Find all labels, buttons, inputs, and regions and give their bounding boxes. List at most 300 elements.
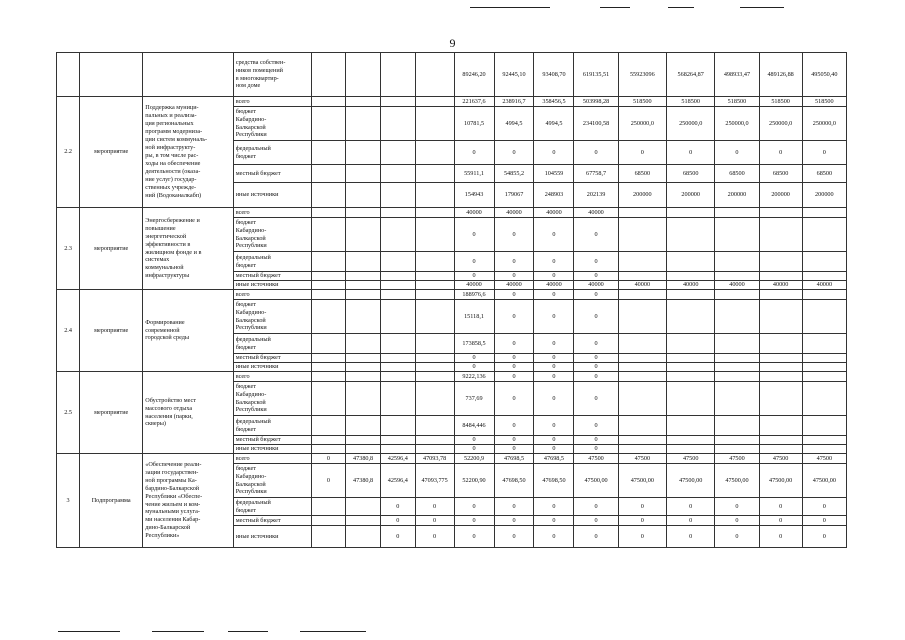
value-cell	[715, 272, 759, 281]
value-cell	[415, 290, 454, 300]
value-cell: 0	[494, 498, 534, 516]
value-cell: 0	[574, 382, 618, 416]
value-cell	[715, 416, 759, 436]
value-cell: 0	[380, 526, 415, 548]
value-cell	[311, 208, 346, 218]
section-code: 2.2	[57, 97, 80, 208]
value-cell: 40000	[534, 281, 574, 290]
value-cell	[759, 354, 802, 363]
section-code: 2.4	[57, 290, 80, 372]
funding-source: всего	[233, 454, 311, 464]
value-cell: 0	[454, 354, 494, 363]
value-cell	[802, 272, 846, 281]
value-cell	[667, 208, 715, 218]
value-cell: 200000	[618, 183, 666, 208]
value-cell	[311, 416, 346, 436]
value-cell	[346, 516, 381, 526]
value-cell: 47500,00	[574, 464, 618, 498]
value-cell: 0	[534, 218, 574, 252]
value-cell: 0	[574, 416, 618, 436]
value-cell	[802, 363, 846, 372]
value-cell: 0	[454, 363, 494, 372]
value-cell: 0	[534, 498, 574, 516]
funding-source: федеральный бюджет	[233, 416, 311, 436]
value-cell: 0	[534, 382, 574, 416]
value-cell	[346, 363, 381, 372]
value-cell	[311, 218, 346, 252]
funding-source: бюджет Кабардино- Балкарской Республики	[233, 382, 311, 416]
value-cell: 0	[618, 516, 666, 526]
value-cell	[380, 445, 415, 454]
funding-source: иные источники	[233, 183, 311, 208]
value-cell	[346, 107, 381, 141]
value-cell: 40000	[494, 281, 534, 290]
value-cell	[311, 363, 346, 372]
funding-source: иные источники	[233, 526, 311, 548]
value-cell: 0	[380, 498, 415, 516]
value-cell	[311, 141, 346, 165]
value-cell: 0	[715, 526, 759, 548]
value-cell	[618, 272, 666, 281]
funding-source: федеральный бюджет	[233, 252, 311, 272]
value-cell	[759, 416, 802, 436]
value-cell: 10781,5	[454, 107, 494, 141]
value-cell	[380, 354, 415, 363]
value-cell: 40000	[494, 208, 534, 218]
section-name	[143, 53, 233, 97]
value-cell: 0	[534, 354, 574, 363]
funding-source: бюджет Кабардино- Балкарской Республики	[233, 464, 311, 498]
value-cell: 0	[802, 141, 846, 165]
value-cell: 0	[494, 382, 534, 416]
value-cell	[415, 363, 454, 372]
value-cell	[667, 354, 715, 363]
value-cell: 0	[494, 141, 534, 165]
value-cell: 173858,5	[454, 334, 494, 354]
value-cell: 0	[534, 516, 574, 526]
value-cell	[759, 290, 802, 300]
value-cell: 0	[574, 290, 618, 300]
value-cell	[715, 290, 759, 300]
value-cell: 54855,2	[494, 165, 534, 183]
value-cell: 0	[802, 516, 846, 526]
value-cell: 67758,7	[574, 165, 618, 183]
value-cell	[802, 334, 846, 354]
value-cell	[380, 272, 415, 281]
value-cell: 47500	[715, 454, 759, 464]
value-cell	[618, 208, 666, 218]
value-cell	[415, 416, 454, 436]
value-cell	[759, 382, 802, 416]
value-cell	[415, 107, 454, 141]
funding-source: всего	[233, 290, 311, 300]
value-cell: 42596,4	[380, 454, 415, 464]
section-name: Поддержка муници- пальных и реализа- ция региональных программ модерниза- ции систем коммуналь- ной инфраструкту- ры, в том числе рас- ходы на обеспечение деятельности (оказа- ние услуг) государ- ственных учрежде- ний (Водоканалкабп)	[143, 97, 233, 208]
value-cell	[759, 208, 802, 218]
value-cell	[618, 218, 666, 252]
section-type: мероприятие	[80, 372, 143, 454]
value-cell: 0	[534, 300, 574, 334]
section-type: мероприятие	[80, 97, 143, 208]
value-cell: 0	[454, 141, 494, 165]
value-cell	[715, 252, 759, 272]
value-cell: 202139	[574, 183, 618, 208]
value-cell: 0	[667, 498, 715, 516]
value-cell	[415, 208, 454, 218]
value-cell: 238916,7	[494, 97, 534, 107]
value-cell	[715, 436, 759, 445]
value-cell	[311, 290, 346, 300]
section-code: 2.5	[57, 372, 80, 454]
value-cell	[346, 445, 381, 454]
value-cell	[311, 334, 346, 354]
value-cell: 0	[494, 363, 534, 372]
value-cell	[415, 281, 454, 290]
value-cell: 250000,0	[802, 107, 846, 141]
value-cell: 0	[534, 272, 574, 281]
value-cell: 40000	[574, 281, 618, 290]
value-cell: 40000	[667, 281, 715, 290]
value-cell: 47698,5	[494, 454, 534, 464]
value-cell	[618, 300, 666, 334]
value-cell: 0	[574, 436, 618, 445]
value-cell	[715, 372, 759, 382]
value-cell: 0	[534, 526, 574, 548]
value-cell: 47698,50	[494, 464, 534, 498]
table-row	[57, 208, 847, 218]
top-rule	[600, 7, 630, 8]
section-type: Подпрограмма	[80, 454, 143, 548]
value-cell	[380, 208, 415, 218]
value-cell	[380, 334, 415, 354]
value-cell: 0	[618, 526, 666, 548]
value-cell	[311, 526, 346, 548]
value-cell	[346, 526, 381, 548]
value-cell: 0	[715, 516, 759, 526]
value-cell: 0	[415, 498, 454, 516]
value-cell	[759, 445, 802, 454]
value-cell	[346, 97, 381, 107]
value-cell	[802, 208, 846, 218]
value-cell: 0	[454, 436, 494, 445]
value-cell: 47500,00	[802, 464, 846, 498]
value-cell: 234100,58	[574, 107, 618, 141]
value-cell: 0	[454, 272, 494, 281]
section-name: Энергосбережение и повышение энергетической эффективности в жилищном фонде и в системах коммунальной инфраструктуры	[143, 208, 233, 290]
value-cell	[618, 354, 666, 363]
value-cell: 0	[667, 141, 715, 165]
value-cell	[311, 436, 346, 445]
value-cell: 489126,88	[759, 53, 802, 97]
value-cell	[380, 165, 415, 183]
value-cell	[802, 252, 846, 272]
value-cell: 221637,6	[454, 97, 494, 107]
value-cell: 0	[618, 141, 666, 165]
value-cell	[715, 334, 759, 354]
value-cell: 0	[715, 141, 759, 165]
value-cell	[346, 281, 381, 290]
value-cell	[346, 183, 381, 208]
value-cell	[311, 300, 346, 334]
value-cell: 518500	[667, 97, 715, 107]
value-cell	[346, 354, 381, 363]
value-cell: 40000	[454, 281, 494, 290]
value-cell: 0	[715, 498, 759, 516]
value-cell	[415, 53, 454, 97]
funding-source: местный бюджет	[233, 272, 311, 281]
table-row	[57, 290, 847, 300]
value-cell: 0	[415, 516, 454, 526]
value-cell	[311, 165, 346, 183]
table-row	[57, 97, 847, 107]
value-cell	[415, 272, 454, 281]
value-cell	[311, 354, 346, 363]
value-cell: 0	[534, 363, 574, 372]
value-cell	[618, 252, 666, 272]
value-cell	[715, 218, 759, 252]
page-number: 9	[449, 36, 456, 50]
value-cell	[415, 165, 454, 183]
value-cell	[759, 334, 802, 354]
value-cell	[380, 436, 415, 445]
value-cell	[346, 300, 381, 334]
funding-source: иные источники	[233, 445, 311, 454]
value-cell: 0	[494, 354, 534, 363]
value-cell	[415, 252, 454, 272]
value-cell: 47093,78	[415, 454, 454, 464]
value-cell: 47500	[618, 454, 666, 464]
value-cell: 200000	[715, 183, 759, 208]
value-cell	[346, 218, 381, 252]
value-cell: 0	[534, 334, 574, 354]
value-cell: 0	[454, 526, 494, 548]
value-cell	[802, 354, 846, 363]
value-cell	[346, 436, 381, 445]
value-cell: 68500	[802, 165, 846, 183]
value-cell: 9222,136	[454, 372, 494, 382]
value-cell: 0	[311, 454, 346, 464]
value-cell	[667, 363, 715, 372]
value-cell: 0	[759, 516, 802, 526]
value-cell: 68500	[667, 165, 715, 183]
value-cell: 40000	[759, 281, 802, 290]
value-cell	[667, 300, 715, 334]
value-cell	[311, 183, 346, 208]
value-cell	[311, 382, 346, 416]
value-cell: 0	[574, 272, 618, 281]
funding-source: местный бюджет	[233, 436, 311, 445]
value-cell: 0	[574, 445, 618, 454]
value-cell: 52200,90	[454, 464, 494, 498]
top-rule	[470, 7, 550, 8]
section-type	[80, 53, 143, 97]
value-cell	[346, 334, 381, 354]
funding-source: иные источники	[233, 363, 311, 372]
section-name: Формирование современной городской среды	[143, 290, 233, 372]
value-cell	[380, 183, 415, 208]
value-cell: 47500,00	[667, 464, 715, 498]
value-cell	[415, 372, 454, 382]
value-cell: 248903	[534, 183, 574, 208]
value-cell	[311, 372, 346, 382]
value-cell: 0	[454, 498, 494, 516]
value-cell: 0	[494, 290, 534, 300]
section-code: 3	[57, 454, 80, 548]
value-cell: 0	[494, 272, 534, 281]
section-name: Обустройство мест массового отдыха населения (парки, скверы)	[143, 372, 233, 454]
value-cell	[415, 382, 454, 416]
value-cell: 40000	[454, 208, 494, 218]
value-cell	[346, 416, 381, 436]
funding-source: местный бюджет	[233, 165, 311, 183]
value-cell: 619135,51	[574, 53, 618, 97]
value-cell: 0	[494, 300, 534, 334]
value-cell	[380, 300, 415, 334]
value-cell	[802, 300, 846, 334]
section-code	[57, 53, 80, 97]
value-cell	[415, 141, 454, 165]
value-cell: 40000	[618, 281, 666, 290]
value-cell	[415, 218, 454, 252]
value-cell	[380, 290, 415, 300]
value-cell	[759, 372, 802, 382]
value-cell	[667, 218, 715, 252]
value-cell	[715, 208, 759, 218]
value-cell: 40000	[802, 281, 846, 290]
value-cell: 200000	[667, 183, 715, 208]
value-cell	[802, 218, 846, 252]
value-cell: 93408,70	[534, 53, 574, 97]
value-cell	[667, 416, 715, 436]
value-cell	[380, 252, 415, 272]
value-cell: 47380,8	[346, 464, 381, 498]
value-cell	[311, 516, 346, 526]
funding-source: федеральный бюджет	[233, 334, 311, 354]
value-cell	[618, 363, 666, 372]
value-cell: 0	[534, 290, 574, 300]
value-cell	[715, 300, 759, 334]
value-cell	[759, 363, 802, 372]
value-cell: 0	[534, 372, 574, 382]
funding-source: федеральный бюджет	[233, 498, 311, 516]
value-cell	[346, 141, 381, 165]
value-cell: 358456,5	[534, 97, 574, 107]
value-cell: 92445,10	[494, 53, 534, 97]
value-cell: 42596,4	[380, 464, 415, 498]
value-cell: 0	[574, 363, 618, 372]
value-cell: 40000	[534, 208, 574, 218]
value-cell: 4994,5	[534, 107, 574, 141]
value-cell: 0	[494, 252, 534, 272]
value-cell: 188976,6	[454, 290, 494, 300]
value-cell: 154943	[454, 183, 494, 208]
table-row	[57, 454, 847, 464]
value-cell	[415, 436, 454, 445]
value-cell: 0	[534, 416, 574, 436]
value-cell: 518500	[759, 97, 802, 107]
value-cell	[346, 290, 381, 300]
value-cell	[380, 363, 415, 372]
value-cell: 0	[574, 334, 618, 354]
value-cell	[802, 416, 846, 436]
value-cell	[346, 498, 381, 516]
value-cell	[802, 436, 846, 445]
value-cell: 40000	[715, 281, 759, 290]
value-cell: 0	[454, 252, 494, 272]
funding-source: средства собствен- ников помещений в многоквартир- ном доме	[233, 53, 311, 97]
value-cell: 0	[759, 526, 802, 548]
value-cell: 55923096	[618, 53, 666, 97]
value-cell: 4994,5	[494, 107, 534, 141]
bottom-rule	[58, 631, 120, 632]
value-cell	[311, 272, 346, 281]
value-cell: 0	[574, 372, 618, 382]
value-cell	[311, 281, 346, 290]
value-cell	[415, 97, 454, 107]
value-cell: 0	[494, 218, 534, 252]
value-cell: 47698,50	[534, 464, 574, 498]
value-cell: 0	[494, 372, 534, 382]
value-cell	[667, 252, 715, 272]
value-cell: 47698,5	[534, 454, 574, 464]
value-cell: 0	[618, 498, 666, 516]
value-cell: 0	[534, 436, 574, 445]
value-cell	[346, 208, 381, 218]
value-cell: 0	[759, 498, 802, 516]
value-cell: 0	[574, 141, 618, 165]
value-cell: 47500	[667, 454, 715, 464]
value-cell: 0	[667, 516, 715, 526]
value-cell: 518500	[802, 97, 846, 107]
value-cell: 0	[534, 252, 574, 272]
value-cell: 518500	[715, 97, 759, 107]
value-cell: 0	[494, 526, 534, 548]
value-cell: 47500	[574, 454, 618, 464]
value-cell	[759, 252, 802, 272]
value-cell: 498933,47	[715, 53, 759, 97]
value-cell	[667, 272, 715, 281]
funding-source: федеральный бюджет	[233, 141, 311, 165]
section-code: 2.3	[57, 208, 80, 290]
value-cell: 0	[534, 445, 574, 454]
value-cell	[618, 445, 666, 454]
value-cell	[415, 300, 454, 334]
value-cell	[759, 300, 802, 334]
value-cell	[346, 165, 381, 183]
value-cell	[415, 354, 454, 363]
value-cell	[618, 382, 666, 416]
value-cell	[380, 416, 415, 436]
value-cell	[311, 97, 346, 107]
value-cell: 0	[574, 516, 618, 526]
value-cell: 250000,0	[759, 107, 802, 141]
budget-table	[56, 52, 847, 548]
value-cell	[346, 272, 381, 281]
value-cell	[380, 382, 415, 416]
funding-source: всего	[233, 208, 311, 218]
value-cell: 52200,9	[454, 454, 494, 464]
value-cell: 0	[574, 218, 618, 252]
value-cell: 0	[574, 252, 618, 272]
value-cell: 47500	[759, 454, 802, 464]
value-cell: 104559	[534, 165, 574, 183]
value-cell: 0	[494, 416, 534, 436]
value-cell: 0	[454, 218, 494, 252]
value-cell: 0	[574, 526, 618, 548]
value-cell: 200000	[759, 183, 802, 208]
bottom-rule	[300, 631, 366, 632]
value-cell: 503998,28	[574, 97, 618, 107]
